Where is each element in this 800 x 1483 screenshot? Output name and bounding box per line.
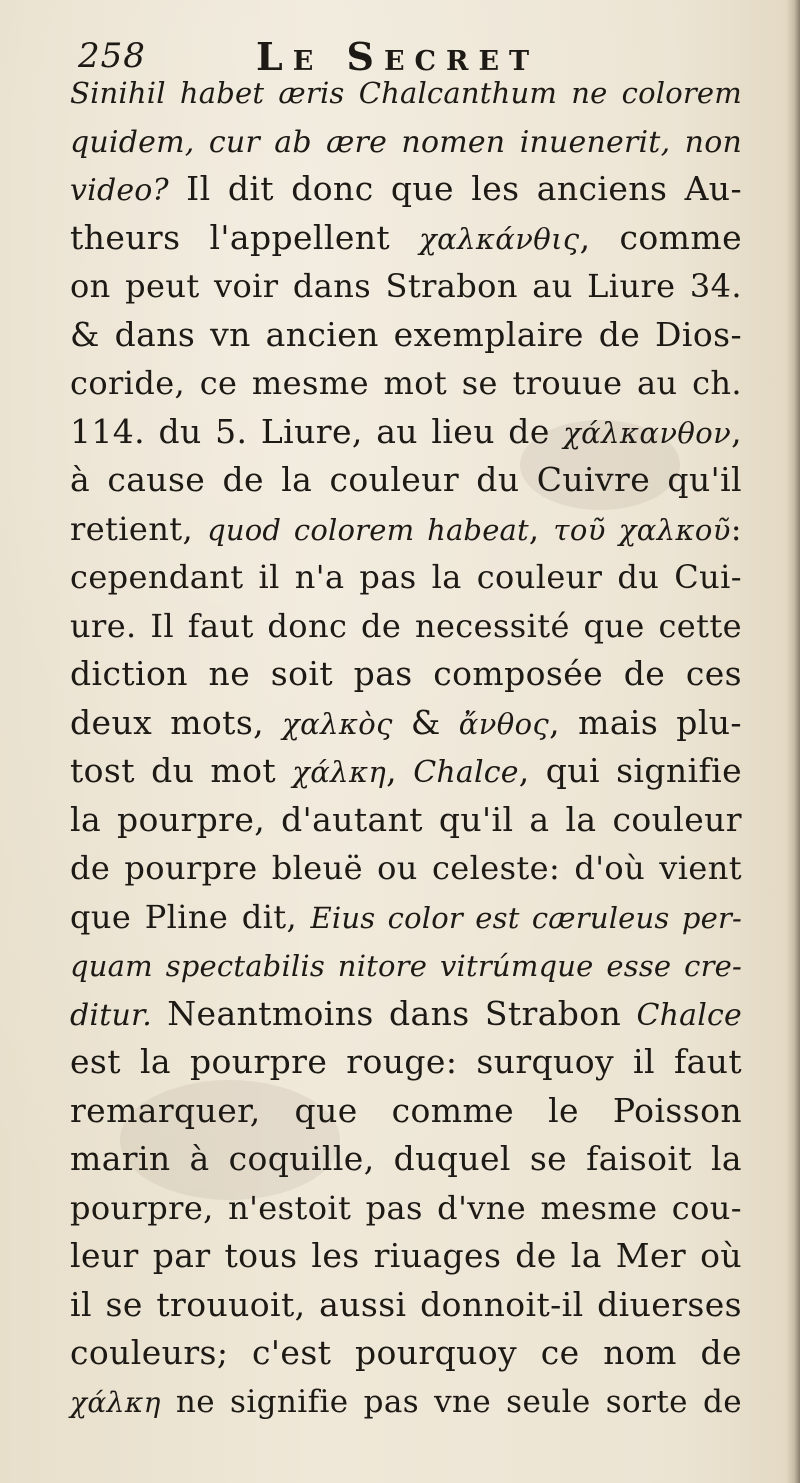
text-line — [70, 1281, 742, 1330]
text-line — [70, 602, 742, 651]
text-line — [70, 1329, 742, 1378]
italic-text: Chalce — [636, 997, 742, 1033]
text-line — [70, 214, 742, 263]
italic-text: Chalce — [413, 755, 519, 790]
roman-text: tost du mot — [70, 751, 293, 790]
roman-text: , mais plu- — [549, 702, 742, 742]
roman-text: & — [392, 702, 459, 742]
roman-text: que Pline dit, — [70, 897, 311, 936]
page-edge-shadow — [786, 0, 800, 1483]
text-line — [70, 68, 742, 117]
roman-text: cependant il n'a pas la couleur du Cui- — [70, 558, 742, 596]
roman-text: pourpre, n'estoit pas d'vne mesme cou- — [70, 1188, 742, 1227]
roman-text: 114. du 5. Liure, au lieu de — [70, 411, 564, 451]
roman-text: deux mots, — [70, 702, 283, 742]
text-line — [70, 747, 742, 796]
roman-text: retient, — [70, 509, 208, 548]
roman-text: la pourpre, d'autant qu'il a la couleur — [70, 799, 742, 839]
text-line — [70, 941, 742, 990]
italic-text: Eius color est cæruleus per- — [310, 900, 743, 935]
roman-text: , — [731, 411, 742, 451]
text-line — [70, 311, 742, 360]
text-line — [70, 1232, 742, 1281]
roman-text: , comme — [579, 217, 742, 257]
italic-text: quam spectabilis nitore vitrúmque esse cre- — [70, 949, 742, 983]
greek-word: τοῦ χαλκοῦ — [553, 512, 731, 547]
text-line — [70, 553, 742, 602]
text-line — [70, 1038, 742, 1087]
text-line — [70, 1135, 742, 1184]
roman-text: & dans vn ancien exemplaire de Dios- — [70, 314, 742, 354]
text-line — [70, 408, 742, 457]
roman-text: à cause de la couleur du Cuivre qu'il — [70, 460, 742, 499]
roman-text: marin à coquille, duquel se faisoit la — [70, 1139, 742, 1178]
roman-text: , — [528, 509, 554, 548]
roman-text: Neantmoins dans Strabon — [151, 993, 637, 1033]
greek-word: χάλκη — [292, 755, 387, 789]
page-number: 258 — [78, 36, 146, 76]
roman-text: est la pourpre rouge: surquoy il faut — [70, 1042, 742, 1081]
italic-text: video? — [70, 173, 169, 208]
text-line — [70, 456, 742, 505]
greek-word: χάλκανθον — [563, 415, 732, 450]
italic-text: quidem, cur ab ære nomen inuenerit, non — [70, 124, 742, 160]
text-line — [70, 893, 742, 942]
greek-word: ἄνθος — [458, 706, 550, 741]
italic-text: quod colorem habeat — [207, 512, 529, 547]
roman-text: ure. Il faut donc de necessité que cette — [70, 606, 742, 645]
roman-text: coride, ce mesme mot se trouue au ch. — [70, 364, 742, 402]
roman-text: on peut voir dans Strabon au Liure 34. — [70, 267, 742, 305]
roman-text: : — [730, 509, 742, 548]
running-title: Le Secret — [256, 34, 540, 79]
roman-text: , qui signifie — [518, 751, 742, 790]
greek-word: χάλκη — [70, 1385, 161, 1419]
text-line — [70, 505, 742, 554]
text-line — [70, 1087, 742, 1136]
text-line — [70, 117, 742, 166]
text-line — [70, 844, 742, 893]
roman-text: couleurs; c'est pourquoy ce nom de — [70, 1333, 742, 1372]
text-line — [70, 359, 742, 408]
text-line — [70, 165, 742, 214]
greek-word: χαλκάνθις — [419, 221, 580, 256]
text-line — [70, 990, 742, 1039]
roman-text: de pourpre bleuë ou celeste: d'où vient — [70, 849, 742, 887]
body-text — [70, 68, 742, 1426]
text-line — [70, 699, 742, 748]
roman-text: il se trouuoit, aussi donnoit-il diuerses — [70, 1284, 742, 1324]
roman-text: Il dit donc que les anciens Au- — [168, 169, 742, 208]
italic-text: Sinihil habet æris Chalcanthum ne colorem — [70, 76, 742, 110]
text-line — [70, 1378, 742, 1427]
text-line — [70, 650, 742, 699]
text-line — [70, 1184, 742, 1233]
roman-text: leur par tous les riuages de la Mer où — [70, 1236, 742, 1275]
roman-text: ne signifie pas vne seule sorte de — [160, 1383, 742, 1420]
roman-text: , — [386, 751, 414, 790]
roman-text: diction ne soit pas composée de ces — [70, 654, 742, 693]
roman-text: remarquer, que comme le Poisson — [70, 1090, 742, 1130]
greek-word: χαλκὸς — [282, 706, 393, 741]
text-line — [70, 796, 742, 845]
roman-text: theurs l'appellent — [70, 217, 420, 257]
italic-text: ditur. — [70, 997, 152, 1033]
text-line — [70, 262, 742, 311]
